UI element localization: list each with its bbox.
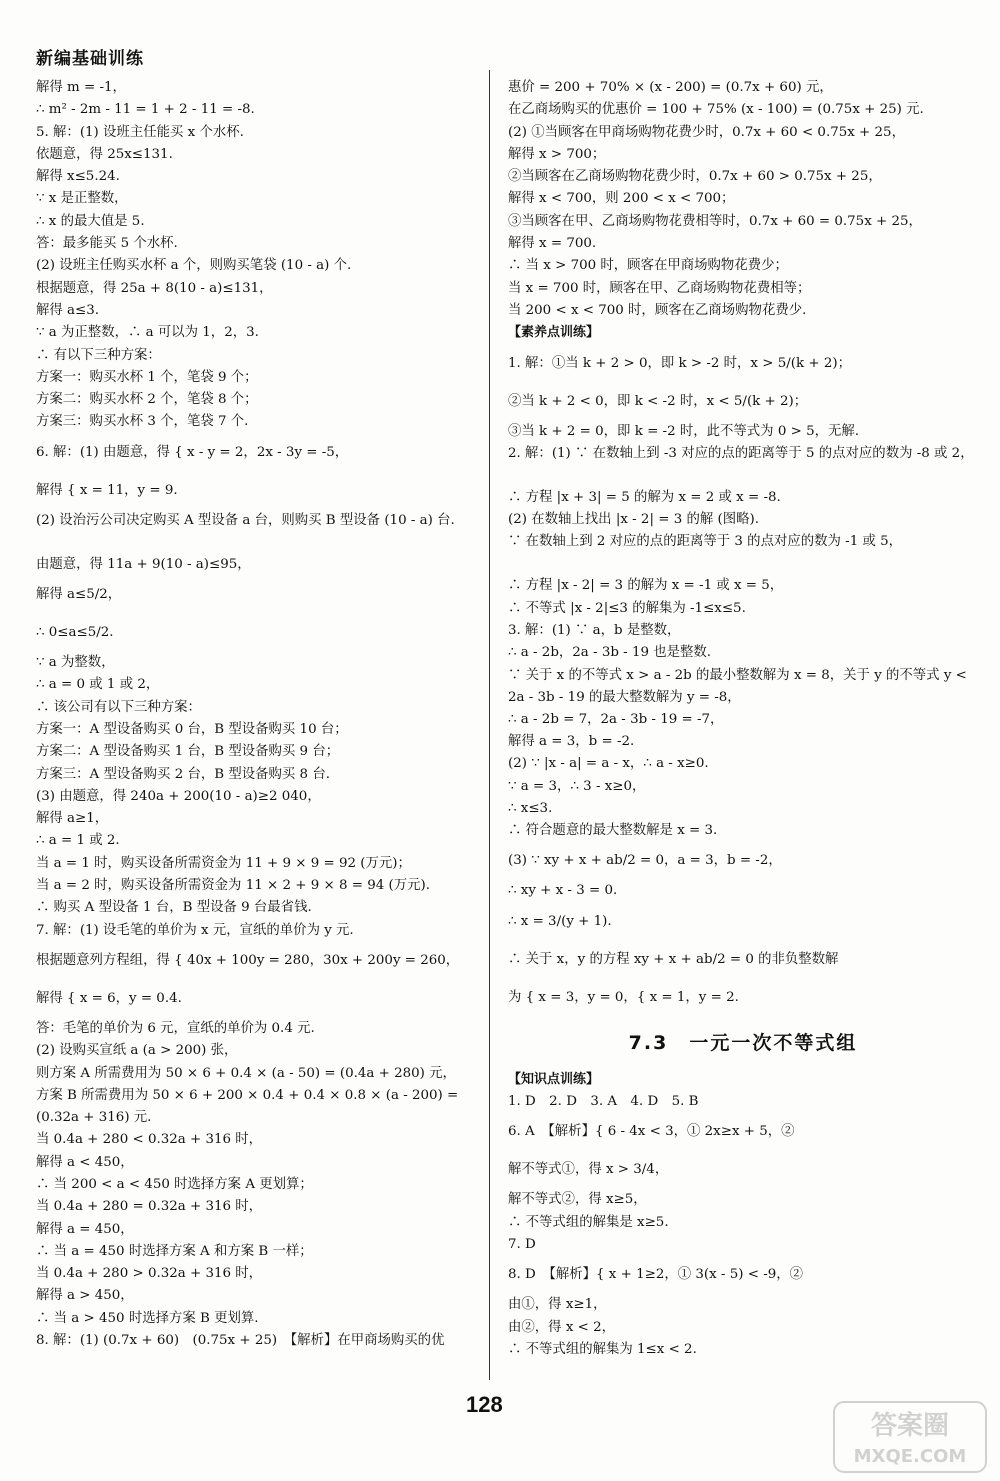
text-line: 当 0.4a + 280 < 0.32a + 316 时， (36, 1132, 263, 1148)
site-watermark (832, 1400, 988, 1474)
text-line: ∴ 不等式组的解集是 x≥5. (508, 1214, 669, 1230)
text-line: ∴ m² - 2m - 11 = 1 + 2 - 11 = -8. (36, 102, 255, 118)
text-line: ∴ 0≤a≤5/2. (36, 625, 114, 641)
text-line: 6. 解：(1) 由题意，得 { x - y = 2，2x - 3y = -5， (36, 444, 349, 460)
text-line: 方案二：A 型设备购买 1 台，B 型设备购买 9 台； (36, 744, 340, 760)
text-line: (3) ∵ xy + x + ab/2 = 0，a = 3，b = -2， (508, 853, 782, 869)
left-column (36, 77, 476, 1352)
text-line: 1. D 2. D 3. A 4. D 5. B (508, 1094, 699, 1110)
text-line: 为 { x = 3，y = 0，{ x = 1，y = 2. (508, 989, 739, 1005)
text-line: ∴ 有以下三种方案： (36, 347, 161, 363)
text-line: ∴ 方程 |x - 2| = 3 的解为 x = -1 或 x = 5， (508, 578, 784, 594)
text-line: ∴ 当 a > 450 时选择方案 B 更划算. (36, 1310, 259, 1326)
text-line: 3. 解：(1) ∵ a，b 是整数， (508, 623, 681, 639)
text-line: ③当 k + 2 = 0，即 k = -2 时，此不等式为 0 > 5，无解. (508, 423, 860, 439)
text-line: (3) 由题意，得 240a + 200(10 - a)≥2 040， (36, 788, 321, 804)
text-line: ∵ a = 3，∴ 3 - x≥0， (508, 778, 646, 794)
text-line: ∴ 符合题意的最大整数解是 x = 3. (508, 823, 718, 839)
text-line: 答：毛笔的单价为 6 元，宣纸的单价为 0.4 元. (36, 1020, 315, 1036)
text-line: ∴ 方程 |x + 3| = 5 的解为 x = 2 或 x = -8. (508, 489, 781, 505)
text-line: 6. A 【解析】{ 6 - 4x < 3，① 2x≥x + 5，② (508, 1124, 795, 1140)
text-line: ∴ 不等式 |x - 2|≤3 的解集为 -1≤x≤5. (508, 600, 746, 616)
text-line: 1. 解：①当 k + 2 > 0，即 k > -2 时，x > 5/(k + 2)； (508, 355, 851, 371)
text-line: 5. 解：(1) 设班主任能买 x 个水杯. (36, 124, 244, 140)
text-line: 方案一：购买水杯 1 个，笔袋 9 个； (36, 369, 258, 385)
text-line: (2) 在数轴上找出 |x - 2| = 3 的解 (图略). (508, 512, 759, 528)
text-line: 2. 解：(1) ∵ 在数轴上到 -3 对应的点的距离等于 5 的点对应的数为 -8 或 2， (508, 445, 974, 461)
text-line: 解不等式①，得 x > 3/4， (508, 1162, 669, 1178)
text-line: 解得 a = 450， (36, 1221, 134, 1237)
text-line: (2) 设治污公司决定购买 A 型设备 a 台，则购买 B 型设备 (10 - a) 台. (36, 512, 455, 528)
text-line: (2) ∵ |x - a| = a - x，∴ a - x≥0. (508, 756, 709, 772)
text-line: ②当顾客在乙商场购物花费少时，0.7x + 60 > 0.75x + 25， (508, 169, 882, 185)
book-title: 新编基础训练 (36, 49, 144, 69)
text-line: ∴ a = 0 或 1 或 2， (36, 677, 160, 693)
text-line: 则方案 A 所需费用为 50 × 6 + 0.4 × (a - 50) = (0.4a + 280) 元， (36, 1065, 456, 1081)
text-line: ②当 k + 2 < 0，即 k < -2 时，x < 5/(k + 2)； (508, 393, 808, 409)
text-line: 惠价 = 200 + 70% × (x - 200) = (0.7x + 60) 元， (508, 80, 833, 95)
text-line: 解得 x = 700. (508, 236, 597, 252)
text-line: 根据题意列方程组，得 { 40x + 100y = 280，30x + 200y = 260， (36, 952, 460, 968)
text-line: ③当顾客在甲、乙商场购物花费相等时，0.7x + 60 = 0.75x + 25， (508, 213, 922, 229)
text-line: 由②，得 x < 2， (508, 1319, 616, 1335)
text-line: ∴ x≤3. (508, 800, 553, 816)
text-line: 依题意，得 25x≤131. (36, 146, 173, 162)
text-line: 由①，得 x≥1， (508, 1297, 607, 1313)
text-line: 当 a = 1 时，购买设备所需资金为 11 + 9 × 9 = 92 (万元)； (36, 855, 411, 871)
text-line: 解得 a≤3. (36, 302, 100, 318)
text-line: 解得 x < 700，则 200 < x < 700； (508, 191, 735, 207)
text-line: 当 x = 700 时，顾客在甲、乙商场购物花费相等； (508, 280, 811, 296)
text-line: 当 a = 2 时，购买设备所需资金为 11 × 2 + 9 × 8 = 94 (万元). (36, 878, 431, 894)
text-line: ∵ x 是正整数， (36, 191, 128, 207)
text-line: ∵ a 为整数， (36, 655, 115, 671)
text-line: 方案三：A 型设备购买 2 台，B 型设备购买 8 台. (36, 766, 330, 782)
text-line: 解得 a < 450， (36, 1154, 134, 1170)
text-line: 方案一：A 型设备购买 0 台，B 型设备购买 10 台； (36, 721, 348, 737)
text-line: ∴ 该公司有以下三种方案： (36, 699, 201, 715)
text-line: ∵ a 为正整数，∴ a 可以为 1，2，3. (36, 325, 259, 341)
text-line: 解得 x≤5.24. (36, 169, 120, 185)
text-line: ∴ 不等式组的解集为 1≤x < 2. (508, 1341, 697, 1357)
text-line: 解得 { x = 11，y = 9. (36, 482, 178, 498)
text-line: 根据题意，得 25a + 8(10 - a)≤131， (36, 280, 273, 296)
text-line: 解得 a > 450， (36, 1288, 134, 1304)
text-line: ∴ a = 1 或 2. (36, 833, 120, 849)
text-line: 解得 m = -1， (36, 80, 126, 95)
text-line: ∴ a - 2b，2a - 3b - 19 也是整数. (508, 645, 712, 661)
text-line: ∴ 当 x > 700 时，顾客在甲商场购物花费少； (508, 258, 788, 274)
text-line: ∴ 购买 A 型设备 1 台，B 型设备 9 台最省钱. (36, 900, 312, 916)
text-line: 解得 a≥1， (36, 811, 109, 827)
text-line: 方案 B 所需费用为 50 × 6 + 200 × 0.4 + 0.4 × 0.8 × (a - 200) = (36, 1087, 459, 1103)
page-number: 128 (466, 1392, 503, 1417)
text-line: ∴ x 的最大值是 5. (36, 213, 145, 229)
text-line: (2) ①当顾客在甲商场购物花费少时，0.7x + 60 < 0.75x + 25， (508, 124, 905, 140)
text-line: 7. D (508, 1236, 536, 1252)
section-heading: 7.3 一元一次不等式组 (628, 1031, 858, 1054)
section-tag: 【知识点训练】 (508, 1071, 600, 1087)
text-line: 8. D 【解析】{ x + 1≥2，① 3(x - 5) < -9，② (508, 1267, 804, 1283)
text-line: (2) 设购买宣纸 a (a > 200) 张， (36, 1043, 238, 1059)
text-line: ∴ 当 200 < a < 450 时选择方案 A 更划算； (36, 1176, 313, 1192)
text-line: ∵ 在数轴上到 2 对应的点的距离等于 3 的点对应的数为 -1 或 5， (508, 534, 903, 550)
text-line: 解得 a = 3，b = -2. (508, 733, 635, 749)
right-column (508, 77, 978, 1361)
text-line: 方案三：购买水杯 3 个，笔袋 7 个. (36, 414, 249, 430)
text-line: ∴ a - 2b = 7，2a - 3b - 19 = -7， (508, 711, 724, 727)
watermark-line: 答案圈 (870, 1411, 950, 1441)
text-line: ∵ 关于 x 的不等式 x > a - 2b 的最小整数解为 x = 8，关于 y 的不等式 y < 2a - 3b - 19 的最大整数解为 y = -8， (508, 667, 967, 705)
watermark-line: MXQE.COM (853, 1446, 967, 1467)
text-line: ∴ x = 3/(y + 1). (508, 913, 612, 929)
text-line: 当 0.4a + 280 > 0.32a + 316 时， (36, 1266, 263, 1282)
text-line: (2) 设班主任购买水杯 a 个，则购买笔袋 (10 - a) 个. (36, 258, 352, 274)
text-line: 7. 解：(1) 设毛笔的单价为 x 元，宣纸的单价为 y 元. (36, 922, 354, 938)
text-line: 解不等式②，得 x≥5， (508, 1192, 647, 1208)
text-line: 解得 { x = 6，y = 0.4. (36, 990, 182, 1006)
text-line: 在乙商场购买的优惠价 = 100 + 75% (x - 100) = (0.75x + 25) 元. (508, 102, 924, 118)
text-line: 解得 x > 700； (508, 146, 606, 162)
text-line: ∴ 当 a = 450 时选择方案 A 和方案 B 一样； (36, 1243, 313, 1259)
text-line: (0.32a + 316) 元. (36, 1110, 152, 1126)
text-line: ∴ xy + x - 3 = 0. (508, 883, 618, 899)
text-line: 方案二：购买水杯 2 个，笔袋 8 个； (36, 392, 258, 408)
text-line: ∴ 关于 x，y 的方程 xy + x + ab/2 = 0 的非负整数解 (508, 951, 839, 967)
text-line: 当 200 < x < 700 时，顾客在乙商场购物花费少. (508, 302, 807, 318)
text-line: 当 0.4a + 280 = 0.32a + 316 时， (36, 1199, 263, 1215)
section-tag: 【素养点训练】 (508, 325, 600, 341)
text-line: 8. 解：(1) (0.7x + 60) (0.75x + 25) 【解析】在甲商场购买的优 (36, 1333, 445, 1349)
column-divider (489, 70, 490, 1380)
text-line: 答：最多能买 5 个水杯. (36, 236, 178, 252)
text-line: 解得 a≤5/2， (36, 587, 122, 603)
text-line: 由题意，得 11a + 9(10 - a)≤95， (36, 556, 251, 572)
